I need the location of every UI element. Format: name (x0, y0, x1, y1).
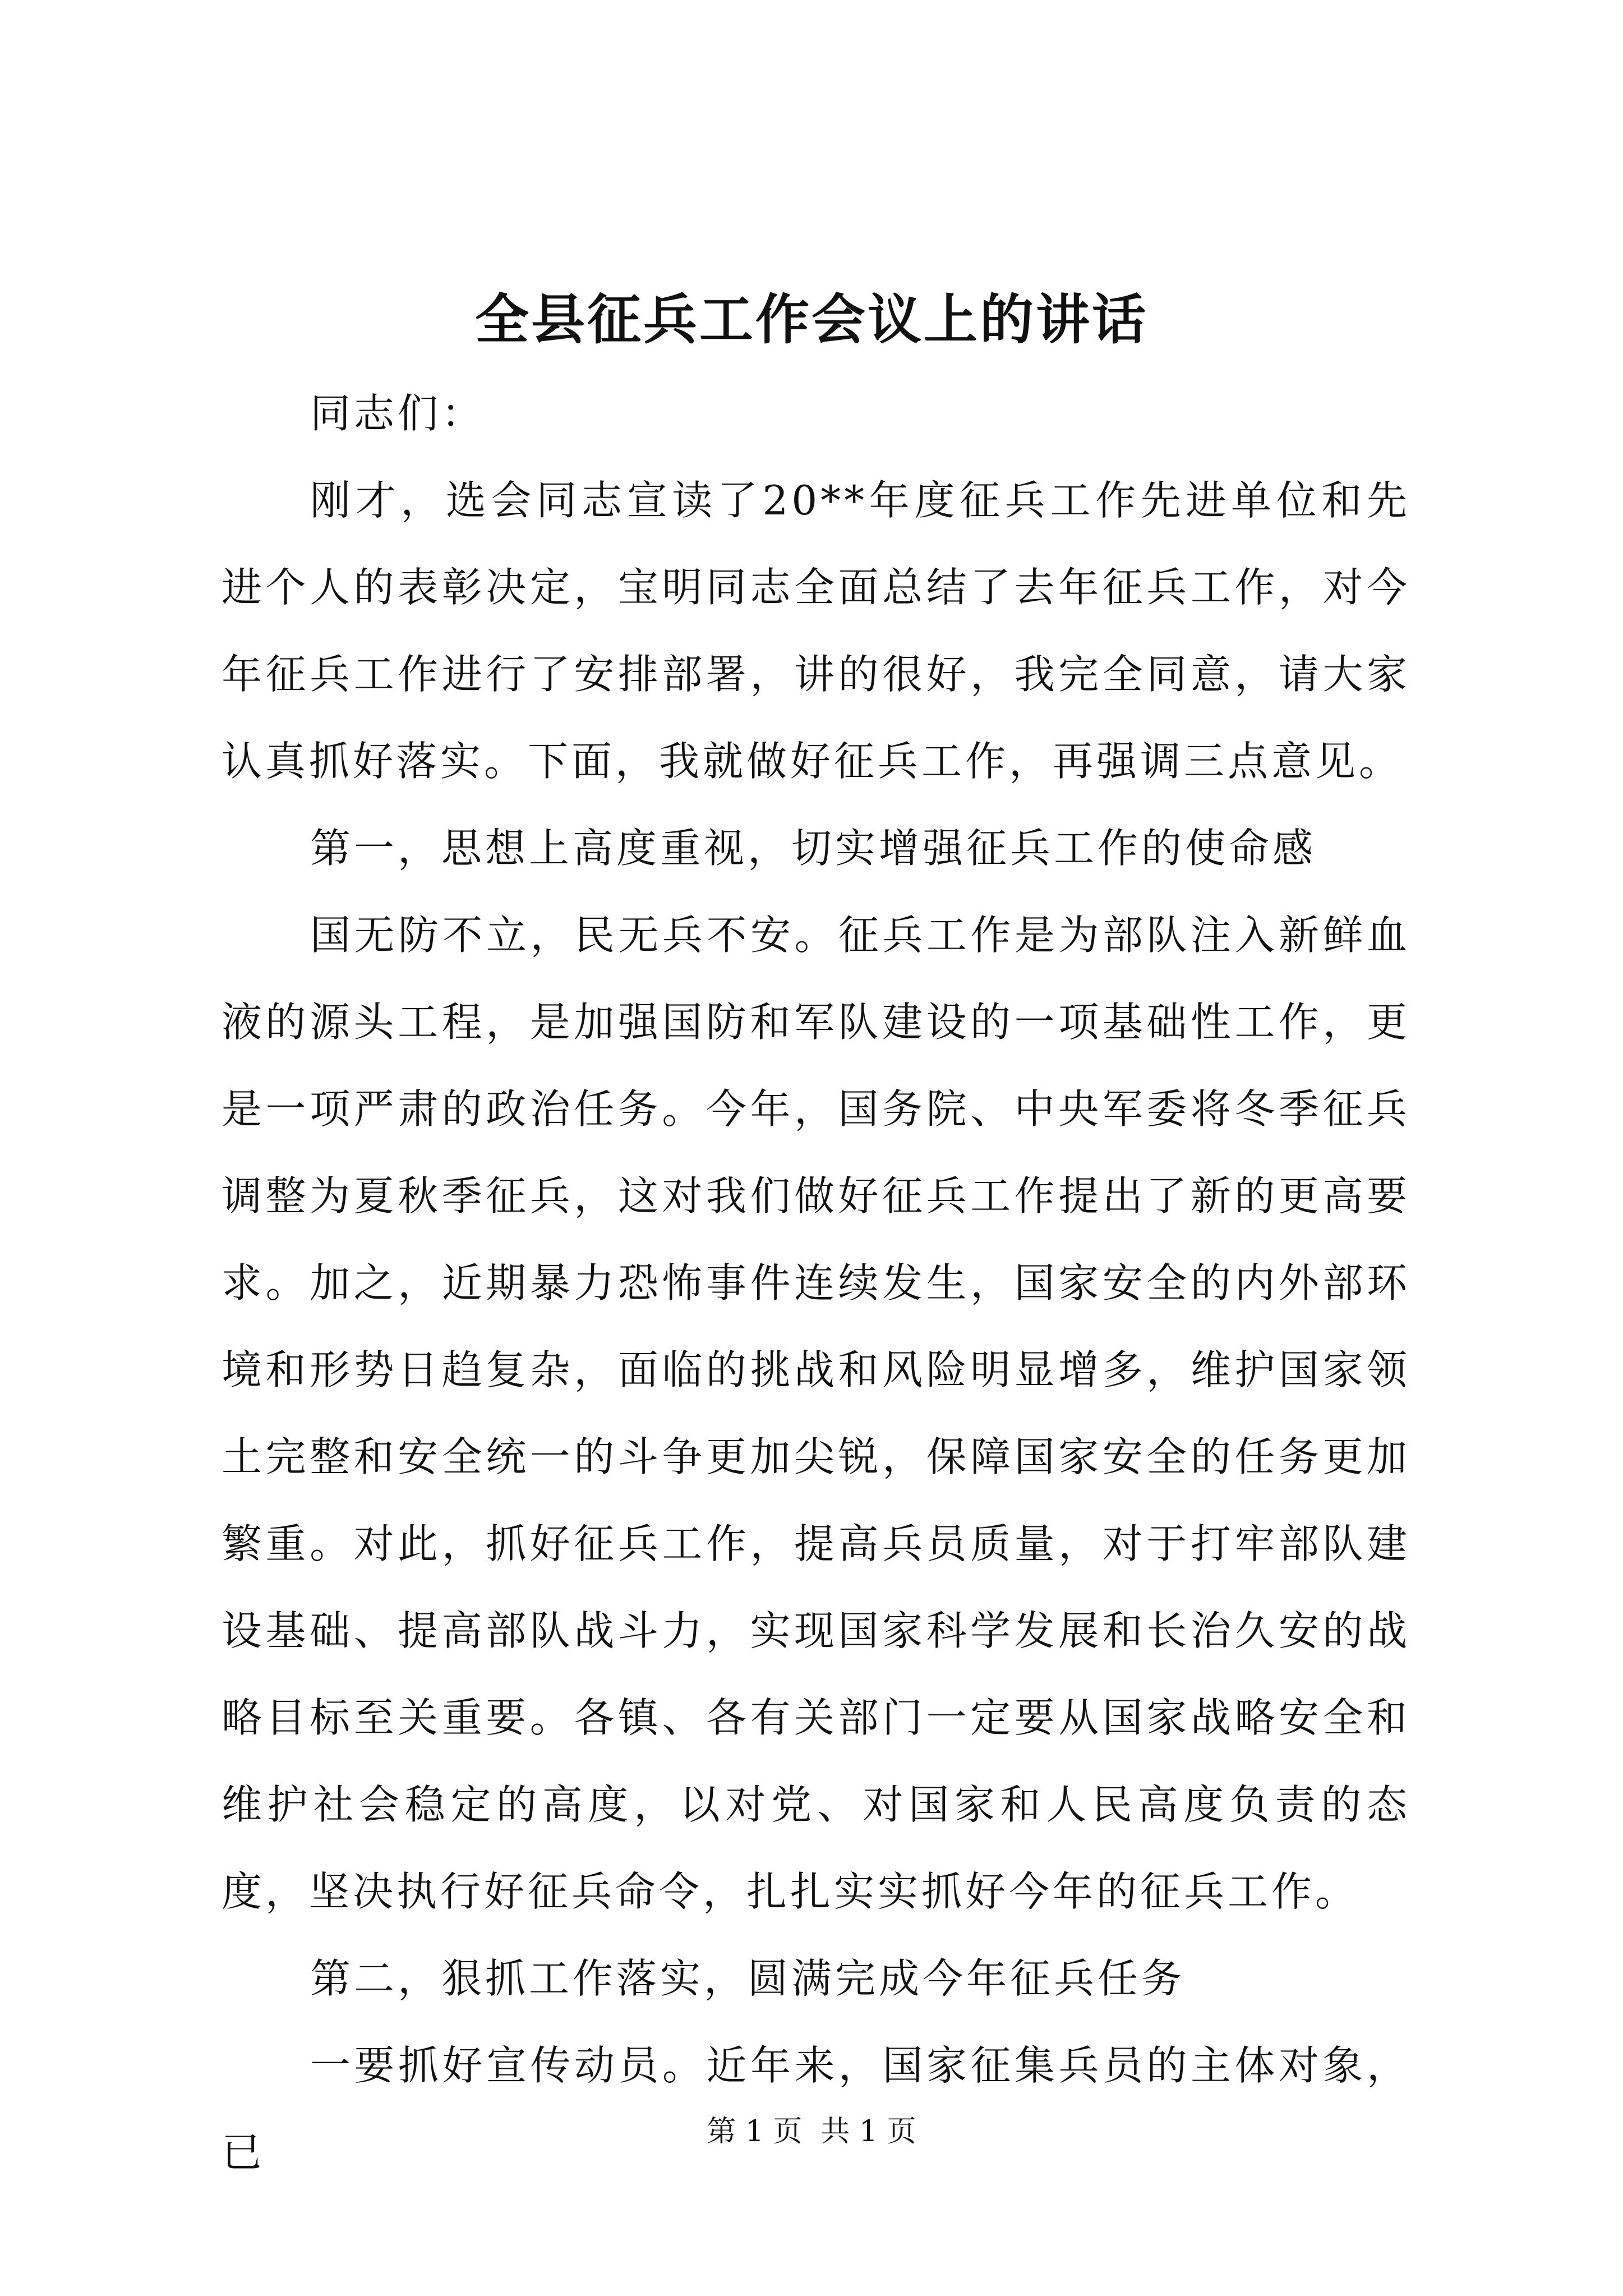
section-heading-two: 第二，狠抓工作落实，圆满完成今年征兵任务 (310, 1955, 1186, 2002)
salutation-paragraph: 同志们： (310, 390, 486, 437)
page-number-label: 第 1 页 共 1 页 (707, 2115, 916, 2148)
intro-paragraph: 刚才，选会同志宣读了20**年度征兵工作先进单位和先进个人的表彰决定，宝明同志全面总结了去年征兵工作，对今年征兵工作进行了安排部署，讲的很好，我完全同意，请大家认真抓好落实。下面，我就做好征兵工作，再强调三点意见。 (222, 477, 1410, 785)
document-title: 全县征兵工作会议上的讲话 (475, 288, 1148, 351)
section-heading-one: 第一，思想上高度重视，切实增强征兵工作的使命感 (310, 825, 1317, 872)
document-body (222, 370, 1410, 2196)
page-footer (0, 2109, 1623, 2154)
section-one-paragraph: 国无防不立，民无兵不安。征兵工作是为部队注入新鲜血液的源头工程，是加强国防和军队建设的一项基础性工作，更是一项严肃的政治任务。今年，国务院、中央军委将冬季征兵调整为夏秋季征兵，这对我们做好征兵工作提出了新的更高要求。加之，近期暴力恐怖事件连续发生，国家安全的内外部环境和形势日趋复杂，面临的挑战和风险明显增多，维护国家领土完整和安全统一的斗争更加尖锐，保障国家安全的任务更加繁重。对此，抓好征兵工作，提高兵员质量，对于打牢部队建设基础、提高部队战斗力，实现国家科学发展和长治久安的战略目标至关重要。各镇、各有关部门一定要从国家战略安全和维护社会稳定的高度，以对党、对国家和人民高度负责的态度，坚决执行好征兵命令，扎扎实实抓好今年的征兵工作。 (222, 912, 1410, 1915)
section-two-paragraph: 一要抓好宣传动员。近年来，国家征集兵员的主体对象，已 (222, 2042, 1410, 2176)
